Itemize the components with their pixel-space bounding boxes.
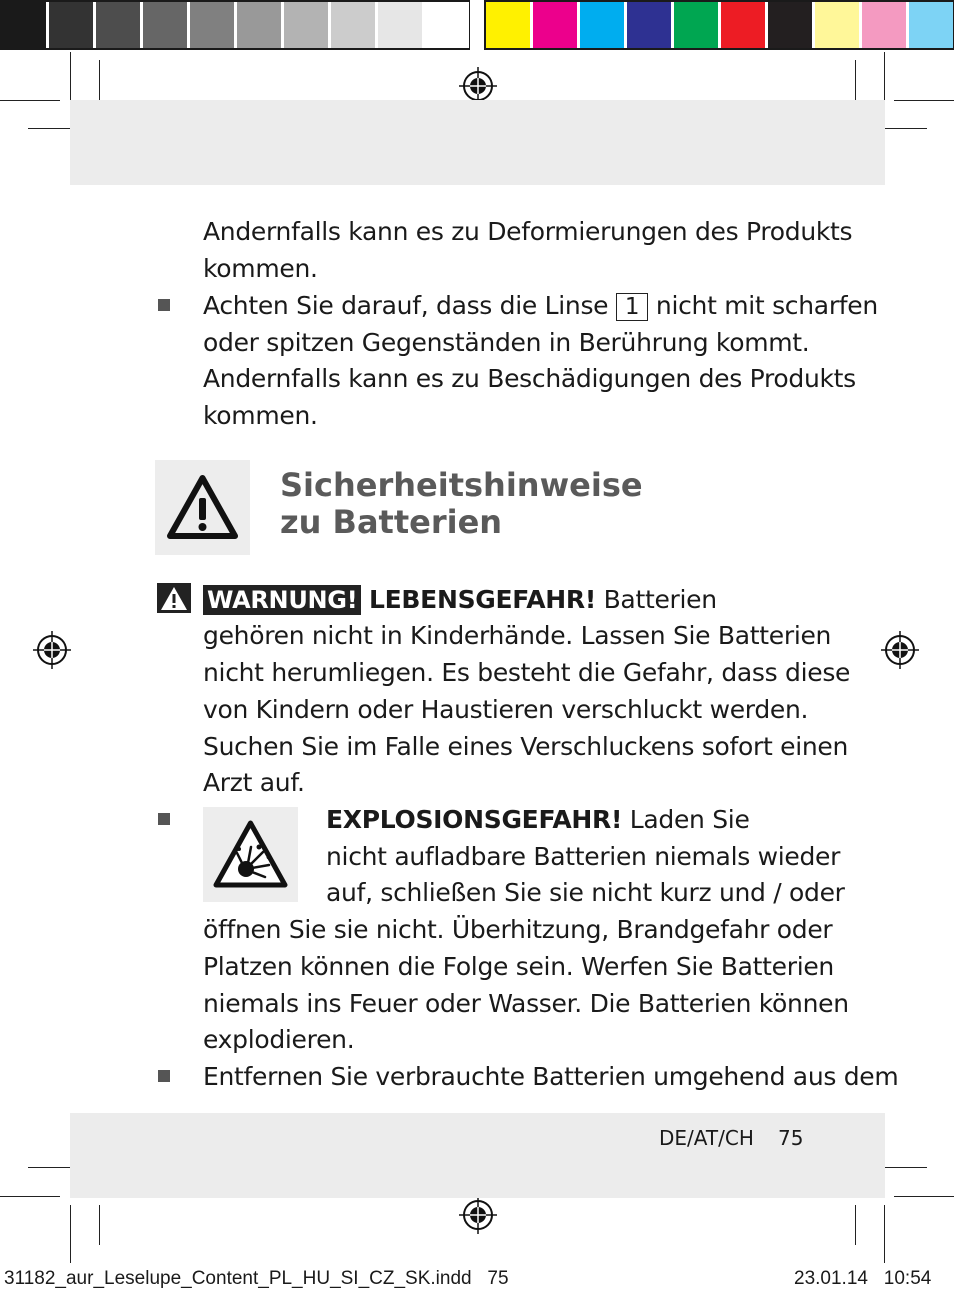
color-swatch <box>143 2 187 48</box>
bullet-square-icon <box>158 1070 170 1082</box>
color-swatch <box>909 2 953 48</box>
color-swatch <box>815 2 859 48</box>
warning-tag: WARNUNG! <box>203 585 361 615</box>
color-swatch <box>378 2 422 48</box>
color-swatch <box>96 2 140 48</box>
slug-datetime: 23.01.14 10:54 <box>794 1268 932 1289</box>
color-swatch <box>627 2 671 48</box>
bullet-line <box>203 287 878 324</box>
explosion-line: Platzen können die Folge sein. Werfen Sie Batterien <box>203 952 834 981</box>
header-band <box>70 100 885 185</box>
explosion-line: niemals ins Feuer oder Wasser. Die Batterien können <box>203 989 849 1018</box>
explosion-hazard-icon <box>203 807 298 902</box>
grayscale-bar <box>0 0 470 50</box>
registration-mark-left-icon <box>33 631 71 669</box>
slug-filename: 31182_aur_Leselupe_Content_PL_HU_SI_CZ_SK.indd 75 <box>4 1268 509 1289</box>
warning-text: Batterien <box>603 585 717 614</box>
color-swatch <box>533 2 577 48</box>
warning-line: Arzt auf. <box>203 768 305 797</box>
section-icon-box <box>155 460 250 555</box>
danger-label: LEBENSGEFAHR! <box>369 585 596 614</box>
section-title: Sicherheitshinweise <box>280 466 643 504</box>
bullet-line: Entfernen Sie verbrauchte Batterien umgehend aus dem <box>203 1062 899 1091</box>
color-swatch <box>49 2 93 48</box>
bullet-line: Andernfalls kann es zu Beschädigungen des Produkts <box>203 364 856 393</box>
color-swatch <box>580 2 624 48</box>
color-swatch <box>768 2 812 48</box>
section-title: zu Batterien <box>280 503 503 541</box>
small-warning-triangle-icon <box>157 583 191 613</box>
warning-line: gehören nicht in Kinderhände. Lassen Sie Batterien <box>203 621 832 650</box>
paragraph-line: Andernfalls kann es zu Deformierungen des Produkts <box>203 217 853 246</box>
warning-line: Suchen Sie im Falle eines Verschluckens sofort einen <box>203 732 849 761</box>
explosion-icon-box <box>203 807 298 902</box>
explosion-line: explodieren. <box>203 1025 355 1054</box>
bullet-line: kommen. <box>203 401 318 430</box>
explosion-line <box>326 801 750 838</box>
bullet-square-icon <box>158 299 170 311</box>
warning-line <box>203 581 717 618</box>
registration-mark-right-icon <box>881 631 919 669</box>
paragraph-line: kommen. <box>203 254 318 283</box>
warning-line: nicht herumliegen. Es besteht die Gefahr, dass diese <box>203 658 851 687</box>
color-swatch <box>284 2 328 48</box>
color-swatch <box>190 2 234 48</box>
color-swatch <box>237 2 281 48</box>
color-swatch <box>862 2 906 48</box>
registration-mark-bottom-icon <box>459 1196 497 1234</box>
bullet-text: Achten Sie darauf, dass die Linse <box>203 291 609 320</box>
bullet-square-icon <box>158 813 170 825</box>
color-swatch <box>2 2 46 48</box>
explosion-text: Laden Sie <box>629 805 750 834</box>
page-number: 75 <box>778 1126 804 1150</box>
warning-triangle-icon <box>155 460 250 555</box>
bullet-text: nicht mit scharfen <box>655 291 878 320</box>
explosion-line: auf, schließen Sie sie nicht kurz und / oder <box>326 878 845 907</box>
color-swatch <box>486 2 530 48</box>
footer-region: DE/AT/CH <box>659 1126 754 1150</box>
color-swatch <box>721 2 765 48</box>
color-swatch <box>674 2 718 48</box>
bullet-line: oder spitzen Gegenständen in Berührung kommt. <box>203 328 810 357</box>
lens-reference-number: 1 <box>616 293 648 321</box>
explosion-line: nicht aufladbare Batterien niemals wieder <box>326 842 841 871</box>
color-swatch <box>425 2 469 48</box>
color-bar <box>484 0 954 50</box>
color-swatch <box>331 2 375 48</box>
danger-label: EXPLOSIONSGEFAHR! <box>326 805 623 834</box>
explosion-line: öffnen Sie sie nicht. Überhitzung, Brandgefahr oder <box>203 915 833 944</box>
footer-band <box>70 1113 885 1198</box>
warning-line: von Kindern oder Haustieren verschluckt werden. <box>203 695 809 724</box>
